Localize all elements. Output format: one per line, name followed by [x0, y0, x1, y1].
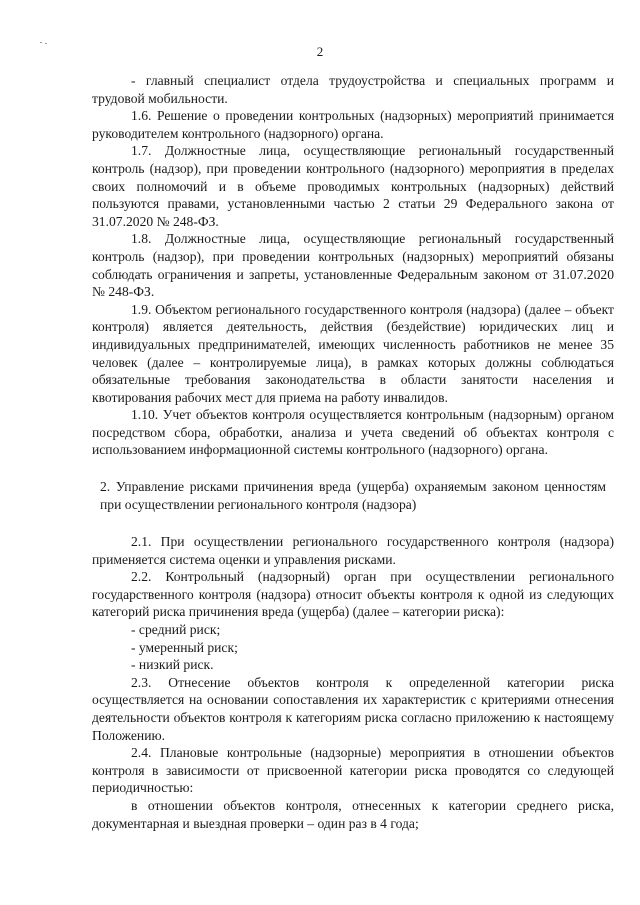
scan-speck [40, 42, 42, 43]
risk-item-low: - низкий риск. [131, 657, 214, 673]
paragraph-1-8: 1.8. Должностные лица, осуществляющие региональный государственный контроль (надзор), при проведении контрольных (надзорных) мероприятий обязаны соблюдать ограничения и запреты, установленные Федеральным законом от 31.07.2020 № 248-ФЗ. [92, 231, 614, 300]
document-body [92, 72, 614, 832]
paragraph-2-1: 2.1. При осуществлении регионального государственного контроля (надзора) применяется система оценки и управления рисками. [92, 534, 614, 567]
paragraph-1-7: 1.7. Должностные лица, осуществляющие региональный государственный контроль (надзор), при проведении контрольного (надзорного) мероприятия в пределах своих полномочий и в объеме проводимых контрольных (надзорных) действий пользуются правами, установленными частью 2 статьи 29 Федерального закона от 31.07.2020 № 248-ФЗ. [92, 143, 614, 229]
paragraph-2-2: 2.2. Контрольный (надзорный) орган при осуществлении регионального государственного контроля (надзора) относит объекты контроля к одной из следующих категорий риска причинения вреда (ущерба) (далее – категории риска): [92, 569, 614, 620]
paragraph-specialist: - главный специалист отдела трудоустройства и специальных программ и трудовой мобильности. [92, 73, 614, 106]
page-number: 2 [316, 44, 324, 59]
risk-item-moderate: - умеренный риск; [131, 639, 238, 655]
paragraph-1-6: 1.6. Решение о проведении контрольных (надзорных) мероприятий принимается руководителем контрольного (надзорного) органа. [92, 108, 614, 141]
risk-item-medium: - средний риск; [131, 622, 221, 638]
paragraph-medium-risk-frequency: в отношении объектов контроля, отнесенных к категории среднего риска, документарная и выездная проверки – один раз в 4 года; [92, 797, 614, 831]
paragraph-1-9: 1.9. Объектом регионального государственного контроля (надзора) (далее – объект контроля) является деятельность, действия (бездействие) юридических лиц и индивидуальных предпринимателей, имеющих численность работников не менее 35 человек (далее – контролируемые лица), в рамках которых должны соблюдаться обязательные требования законодательства в области занятости населения и квотирования рабочих мест для приема на работу инвалидов. [92, 301, 614, 405]
paragraph-1-10: 1.10. Учет объектов контроля осуществляется контрольным (надзорным) органом посредством сбора, обработки, анализа и учета сведений об объектах контроля с использованием информационной системы контрольного (надзорного) органа. [92, 407, 614, 458]
paragraph-2-3: 2.3. Отнесение объектов контроля к определенной категории риска осуществляется на основании сопоставления их характеристик с критериями отнесения деятельности объектов контроля к категориям риска согласно приложению к настоящему Положению. [92, 674, 614, 743]
section-heading: 2. Управление рисками причинения вреда (ущерба) охраняемым законом ценностям при осуществлении регионального контроля (надзора) [100, 479, 606, 513]
paragraph-2-4: 2.4. Плановые контрольные (надзорные) мероприятия в отношении объектов контроля в зависимости от присвоенной категории риска проводятся со следующей периодичностью: [92, 745, 614, 796]
